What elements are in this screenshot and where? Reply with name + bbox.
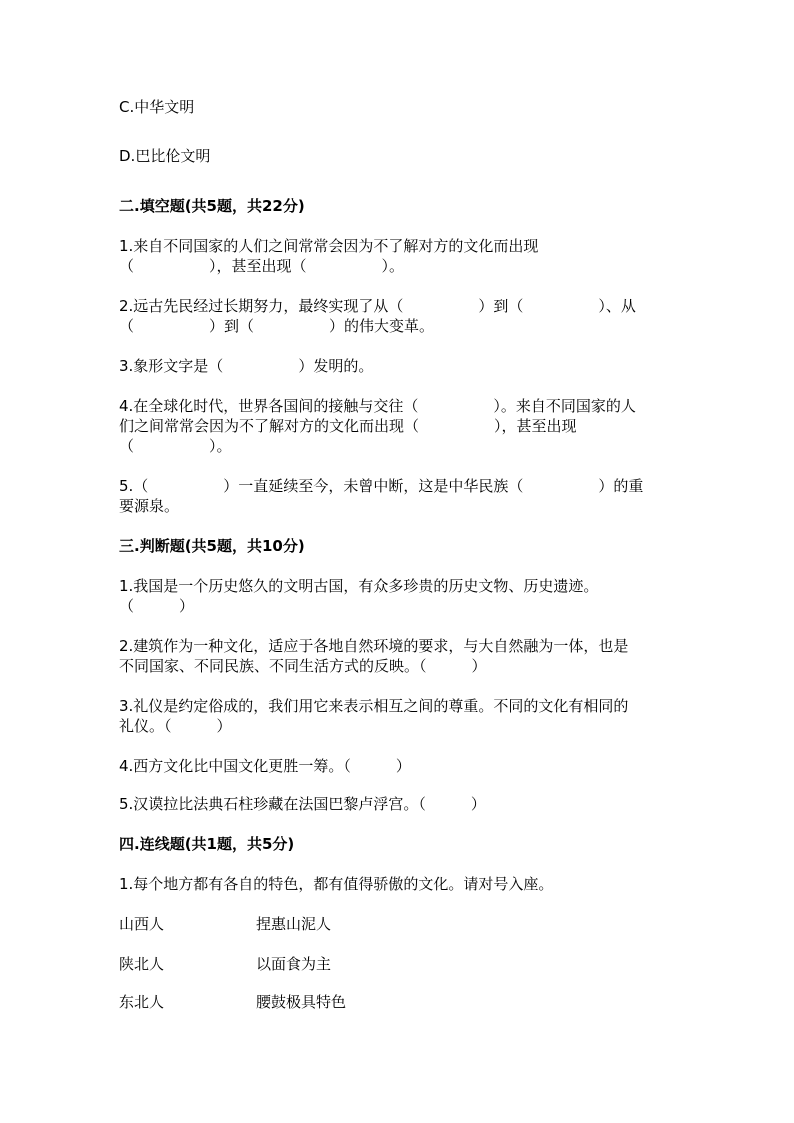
matching-heading: 四.连线题(共1题，共5分) [119, 835, 295, 853]
fill-q3-line1: 3.象形文字是（ ）发明的。 [119, 357, 374, 375]
matching-right-2: 以面食为主 [256, 955, 332, 973]
judgment-q5-line1: 5.汉谟拉比法典石柱珍藏在法国巴黎卢浮宫。（ ） [119, 795, 486, 813]
fill-q4-line2: 们之间常常会因为不了解对方的文化而出现（ ），甚至出现 [119, 417, 577, 435]
choice-d: D.巴比伦文明 [119, 147, 211, 165]
fill-q5-line2: 要源泉。 [119, 497, 180, 515]
matching-q1-line1: 1.每个地方都有各自的特色，都有值得骄傲的文化。请对号入座。 [119, 875, 554, 893]
fill-q1-line2: （ ），甚至出现（ ）。 [119, 257, 405, 275]
fill-q4-line1: 4.在全球化时代，世界各国间的接触与交往（ ）。来自不同国家的人 [119, 397, 636, 415]
judgment-q1-line2: （ ） [119, 597, 195, 615]
judgment-q3-line1: 3.礼仪是约定俗成的，我们用它来表示相互之间的尊重。不同的文化有相同的 [119, 697, 629, 715]
matching-left-1: 山西人 [119, 915, 165, 933]
judgment-heading: 三.判断题(共5题，共10分) [119, 537, 305, 555]
matching-left-2: 陕北人 [119, 955, 165, 973]
matching-right-1: 捏惠山泥人 [256, 915, 332, 933]
fill-q1-line1: 1.来自不同国家的人们之间常常会因为不了解对方的文化而出现 [119, 237, 539, 255]
judgment-q2-line1: 2.建筑作为一种文化，适应于各地自然环境的要求，与大自然融为一体，也是 [119, 637, 629, 655]
fill-q4-line3: （ ）。 [119, 437, 232, 455]
matching-left-3: 东北人 [119, 993, 165, 1011]
judgment-q3-line2: 礼仪。（ ） [119, 717, 232, 735]
fill-blank-heading: 二.填空题(共5题，共22分) [119, 197, 305, 215]
matching-right-3: 腰鼓极具特色 [256, 993, 347, 1011]
choice-c: C.中华文明 [119, 98, 195, 116]
fill-q2-line1: 2.远古先民经过长期努力，最终实现了从（ ）到（ ）、从 [119, 297, 636, 315]
judgment-q4-line1: 4.西方文化比中国文化更胜一筹。（ ） [119, 757, 411, 775]
fill-q2-line2: （ ）到（ ）的伟大变革。 [119, 317, 435, 335]
fill-q5-line1: 5.（ ）一直延续至今，未曾中断，这是中华民族（ ）的重 [119, 477, 644, 495]
judgment-q2-line2: 不同国家、不同民族、不同生活方式的反映。（ ） [119, 657, 487, 675]
judgment-q1-line1: 1.我国是一个历史悠久的文明古国，有众多珍贵的历史文物、历史遗迹。 [119, 577, 599, 595]
